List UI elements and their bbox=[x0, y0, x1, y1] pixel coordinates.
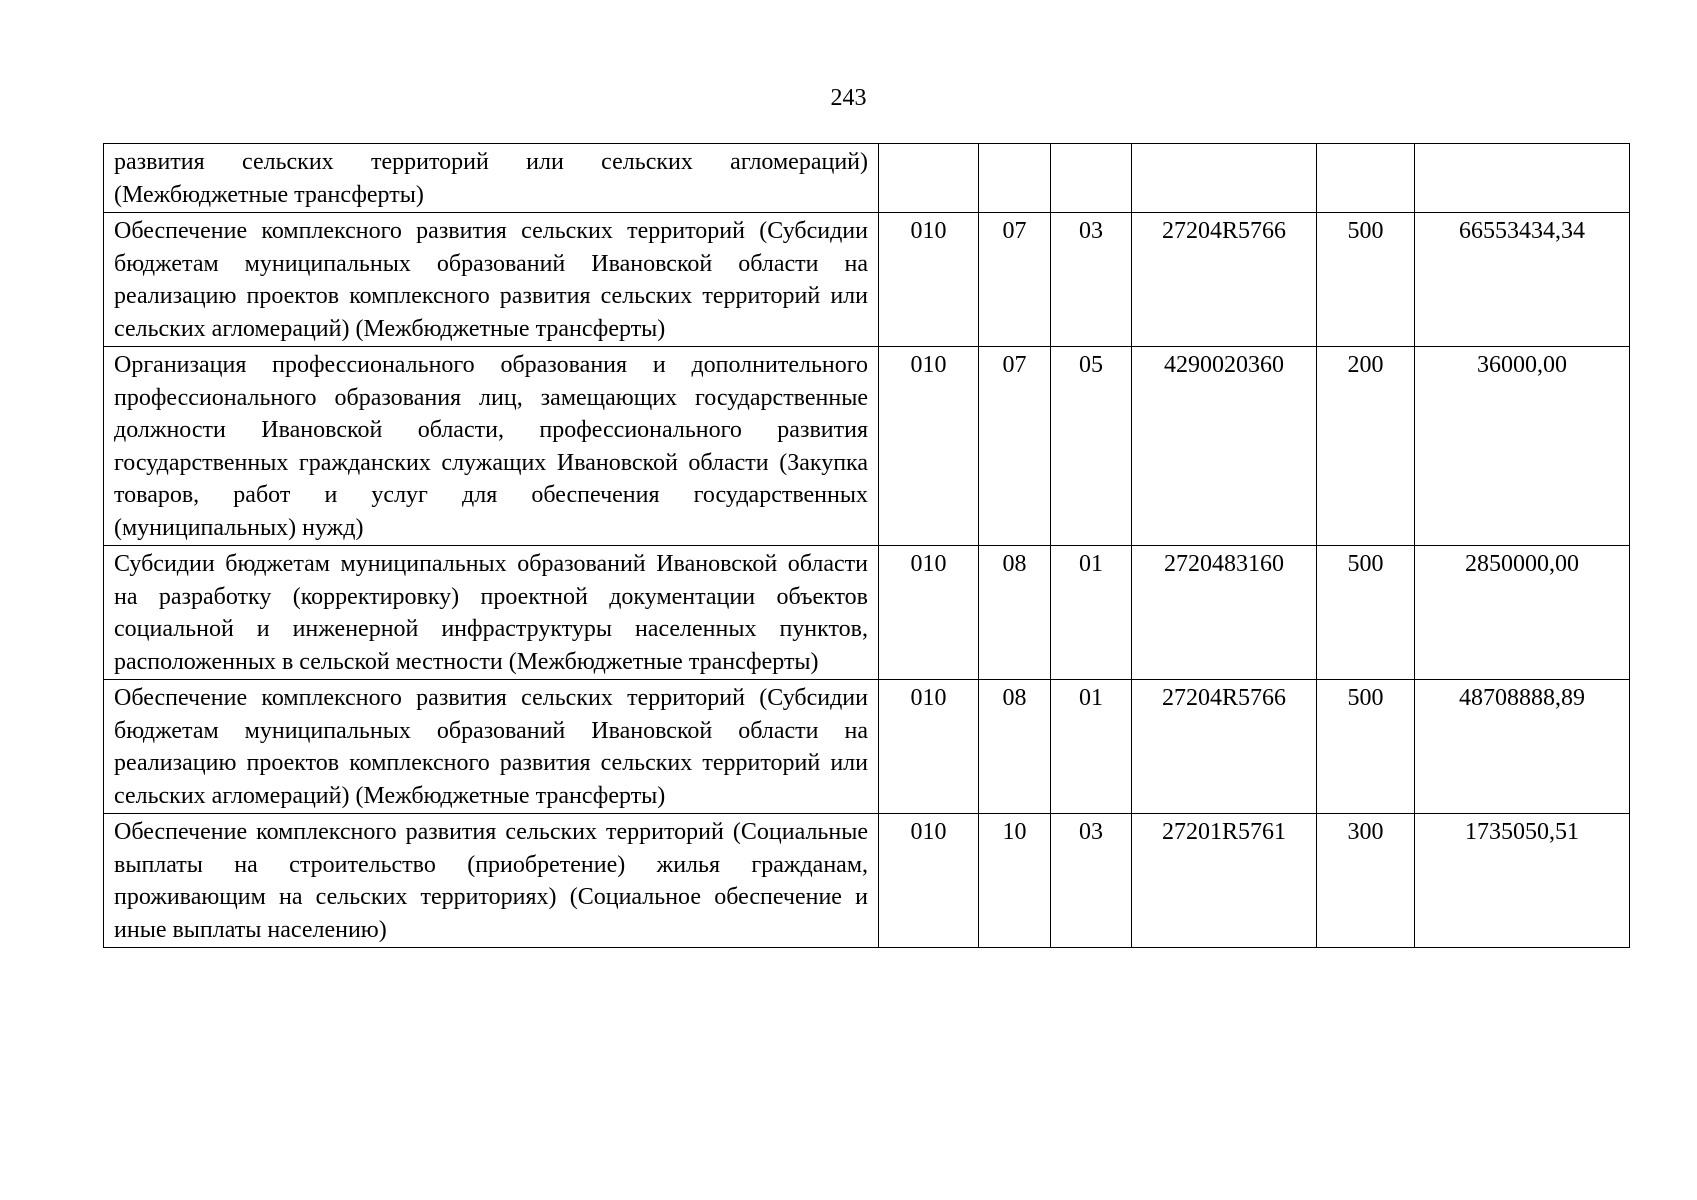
row-code: 010 bbox=[879, 213, 979, 347]
table-row bbox=[104, 347, 1630, 546]
row-amount: 66553434,34 bbox=[1415, 213, 1630, 347]
row-section bbox=[979, 144, 1051, 213]
row-amount bbox=[1415, 144, 1630, 213]
row-subsection: 05 bbox=[1051, 347, 1132, 546]
row-expense-type bbox=[1317, 144, 1415, 213]
row-target-article: 4290020360 bbox=[1132, 347, 1317, 546]
row-amount: 2850000,00 bbox=[1415, 546, 1630, 680]
row-expense-type: 300 bbox=[1317, 814, 1415, 948]
row-section: 10 bbox=[979, 814, 1051, 948]
row-code: 010 bbox=[879, 680, 979, 814]
row-subsection bbox=[1051, 144, 1132, 213]
row-section: 07 bbox=[979, 347, 1051, 546]
row-expense-type: 500 bbox=[1317, 213, 1415, 347]
table-row bbox=[104, 144, 1630, 213]
row-target-article: 27204R5766 bbox=[1132, 213, 1317, 347]
row-section: 08 bbox=[979, 680, 1051, 814]
row-description: Организация профессионального образования и дополнительного профессионального образования лиц, замещающих государственные должности Ивановской области, профессионального развития государственных гражданских служащих Ивановской области (Закупка товаров, работ и услуг для обеспечения государственных (муниципальных) нужд) bbox=[104, 347, 879, 546]
row-description: Обеспечение комплексного развития сельских территорий (Социальные выплаты на строительство (приобретение) жилья гражданам, проживающим на сельских территориях) (Социальное обеспечение и иные выплаты населению) bbox=[104, 814, 879, 948]
row-subsection: 01 bbox=[1051, 546, 1132, 680]
row-target-article: 27204R5766 bbox=[1132, 680, 1317, 814]
budget-table bbox=[103, 143, 1630, 948]
row-target-article: 2720483160 bbox=[1132, 546, 1317, 680]
row-section: 07 bbox=[979, 213, 1051, 347]
row-subsection: 01 bbox=[1051, 680, 1132, 814]
row-amount: 48708888,89 bbox=[1415, 680, 1630, 814]
row-expense-type: 200 bbox=[1317, 347, 1415, 546]
row-description: Обеспечение комплексного развития сельских территорий (Субсидии бюджетам муниципальных образований Ивановской области на реализацию проектов комплексного развития сельских территорий или сельских агломераций) (Межбюджетные трансферты) bbox=[104, 680, 879, 814]
row-description: развития сельских территорий или сельских агломераций) (Межбюджетные трансферты) bbox=[104, 144, 879, 213]
row-code: 010 bbox=[879, 814, 979, 948]
row-description: Обеспечение комплексного развития сельских территорий (Субсидии бюджетам муниципальных образований Ивановской области на реализацию проектов комплексного развития сельских территорий или сельских агломераций) (Межбюджетные трансферты) bbox=[104, 213, 879, 347]
row-target-article: 27201R5761 bbox=[1132, 814, 1317, 948]
row-code: 010 bbox=[879, 347, 979, 546]
row-expense-type: 500 bbox=[1317, 680, 1415, 814]
row-code bbox=[879, 144, 979, 213]
row-target-article bbox=[1132, 144, 1317, 213]
row-section: 08 bbox=[979, 546, 1051, 680]
row-subsection: 03 bbox=[1051, 814, 1132, 948]
table-row bbox=[104, 213, 1630, 347]
row-subsection: 03 bbox=[1051, 213, 1132, 347]
row-expense-type: 500 bbox=[1317, 546, 1415, 680]
row-amount: 1735050,51 bbox=[1415, 814, 1630, 948]
table-row bbox=[104, 680, 1630, 814]
row-amount: 36000,00 bbox=[1415, 347, 1630, 546]
table-row bbox=[104, 546, 1630, 680]
row-description: Субсидии бюджетам муниципальных образований Ивановской области на разработку (корректировку) проектной документации объектов социальной и инженерной инфраструктуры населенных пунктов, расположенных в сельской местности (Межбюджетные трансферты) bbox=[104, 546, 879, 680]
page-number: 243 bbox=[830, 85, 867, 111]
row-code: 010 bbox=[879, 546, 979, 680]
table-row bbox=[104, 814, 1630, 948]
